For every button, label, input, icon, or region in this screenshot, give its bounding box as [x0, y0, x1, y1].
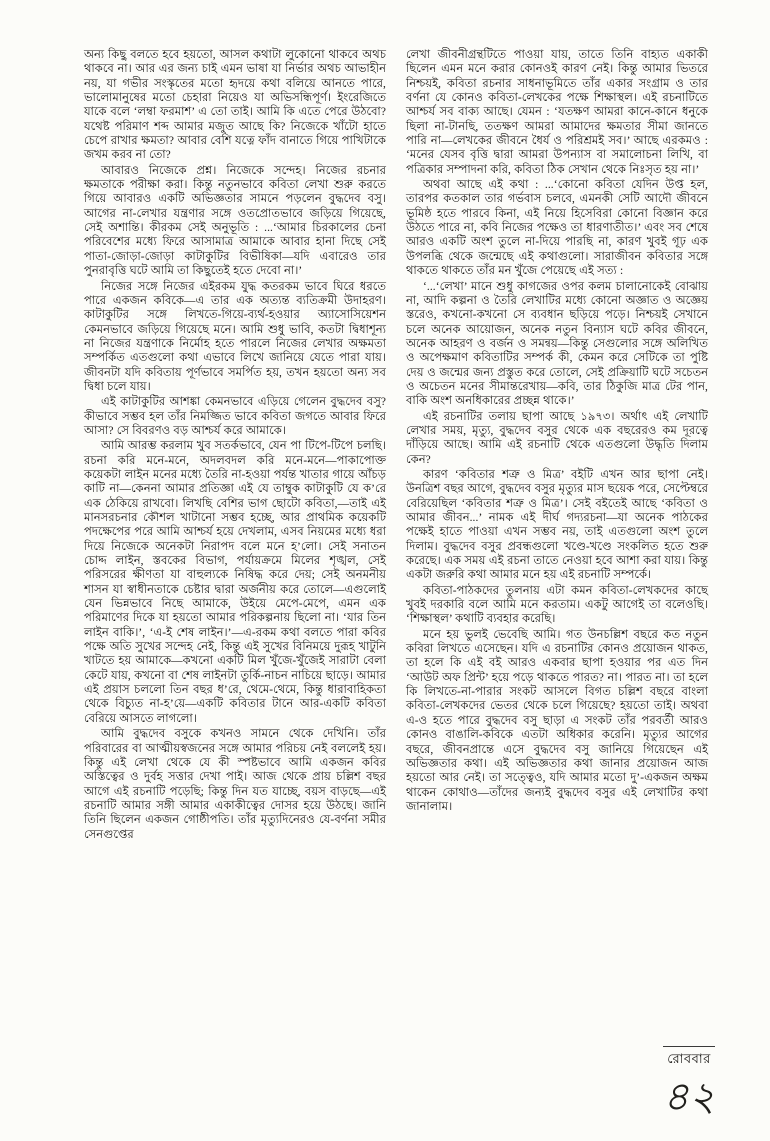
paragraph: অথবা আছে এই কথা : ...‘কোনো কবিতা যেদিন উপ্ত হল, তারপর কতকাল তার গর্ভবাস চলবে, এমনকী সেটি আদৌ জীবনে ভূমিষ্ঠ হতে পারবে কিনা, এই নিয়ে হিসেবিরা কোনো বিজ্ঞান করে উঠতে পারে না, কবি নিজের পক্ষেও তা ধারণাতীত।’ এবং সব শেষে আরও একটি অংশ তুলে না-দিয়ে পারছি না, কারণ খুবই গূঢ় এক উপলব্ধি থেকে জন্মেছে এই কথাগুলো। সারাজীবন কবিতার সঙ্গে থাকতে থাকতে তাঁর মন খুঁজে পেয়েছে এই সত্য : — [406, 179, 708, 278]
paragraph: এই কাটাকুটির আশঙ্কা কেমনভাবে এড়িয়ে গেলেন বুদ্ধদেব বসু? কীভাবে সম্ভব হল তাঁর নিমজ্জিত ভাবে কবিতা জগতে আবার ফিরে আসা? সে বিবরণও বড় আশ্চর্য করে আমাকে। — [84, 396, 386, 437]
paragraph: এই রচনাটির তলায় ছাপা আছে ১৯৭৩। অর্থাৎ এই লেখাটি লেখার সময়, মৃত্যু, বুদ্ধদেব বসুর থেকে এক বছরেরও কম দূরত্বে দাঁড়িয়ে আছে। আমি এই রচনাটি থেকে এতগুলো উদ্ধৃতি দিলাম কেন? — [406, 410, 708, 466]
paragraph: আমি আরম্ভ করলাম খুব সতর্কভাবে, যেন পা টিপে-টিপে চলছি। রচনা করি মনে-মনে, অদলবদল করি মনে-মনে—পাকাপোক্ত কয়েকটা লাইন মনের মধ্যে তৈরি না-হওয়া পর্যন্ত খাতার গায়ে আঁচড় কাটি না—কেননা আমার প্রতিজ্ঞা এই যে তাম্বুক কাটাকুটি যে ক’রে এক ঠেকিয়ে রাখবো। লিখছি বেশির ভাগ ছোটো কবিতা,—তাই এই মানসরচনার কৌশল খাটানো সম্ভব হচ্ছে, আর প্রাথমিক কয়েকটি পদক্ষেপের পরে আমি আশ্চর্য হয়ে দেখলাম, এসব নিয়মের মধ্যে ধরা দিয়ে নিজেকে অনেকটা নিরাপদ বলে মনে হ’লো। সেই সনাতন চোদ্দ লাইন, স্তবকের বিভাগ, পর্যায়ক্রমে মিলের শৃঙ্খল, সেই পরিসরের ক্ষীণতা যা বাহুল্যকে নিষিদ্ধ করে দেয়; সেই অনমনীয় শাসন যা স্বাধীনতাকে চেষ্টার দ্বারা অর্জনীয় করে তোলে—এগুলোই যেন ভিন্নভাবে নিছে আমাকে, উইয়ে মেপে-মেপে, এমন এক পরিমাণের দিকে যা হয়তো আমার পরিকল্পনায় ছিলো না। ‘যার তিন লাইন বাকি।’, ‘এ-ই শেষ লাইন।’—এ-রকম কথা বলতে পারা কবির পক্ষে অতি সুখের সন্দেহ নেই, কিন্তু এই সুখের বিনিময়ে দুরূহ খাটুনি খাটতে হয় আমাকে—কখনো একটি মিল খুঁজে-খুঁজেই সারাটা বেলা কেটে যায়, কখনো বা শেষ লাইনটা তুর্কি-নাচন নাচিয়ে ছাড়ে। আমার এই প্রয়াস চললো তিন বছর ধ’রে, থেমে-থেমে, কিন্তু ধারাবাহিকতা থেকে বিচ্যুত না-হ’য়ে—একটি কবিতার টানে আর-একটি কবিতা বেরিয়ে আসতে লাগলো। — [84, 440, 386, 725]
paragraph: মনে হয় ভুলই ভেবেছি আমি। গত উনচল্লিশ বছরে কত নতুন কবিরা লিখতে এসেছেন। যদি এ রচনাটির কোনও প্রয়োজন থাকত, তা হলে কি এই বই আরও একবার ছাপা হওয়ার পর এত দিন ‘আউট অফ প্রিন্ট’ হয়ে পড়ে থাকতে পারত? না। পারত না। তা হলে কি লিখতে-না-পারার সংকট আসলে বিগত চল্লিশ বছরে বাংলা কবিতা-লেখকদের ভেতর থেকে চলে গিয়েছে? হয়তো তাই। অথবা এ-ও হতে পারে বুদ্ধদেব বসু ছাড়া এ সংকট তাঁর পরবর্তী আরও কোনও বাঙালি-কবিকে এতটা অধিকার করেনি। মৃত্যুর আগের বছরে, জীবনপ্রান্তে এসে বুদ্ধদেব বসু জানিয়ে গিয়েছেন এই অভিজ্ঞতার কথা। এই অভিজ্ঞতার কথা জানার প্রয়োজন আজ হয়তো আর নেই। তা সত্ত্বেও, যদি আমার মতো দু’-একজন অক্ষম থাকেন কোথাও—তাঁদের জন্যই বুদ্ধদেব বসুর এই লেখাটির কথা জানালাম। — [406, 628, 708, 813]
paragraph: ‘...‘লেখা’ মানে শুধু কাগজের ওপর কলম চালানোকেই বোঝায় না, আদি কল্পনা ও তৈরি লেখাটির মধ্যে কোনো অজ্ঞাত ও অজ্ঞেয় স্তরেও, কখনো-কখনো সে ব্যবধান ছড়িয়ে পড়ে। নিশ্চয়ই সেখানে চলে অনেক আয়োজন, অনেক নতুন বিন্যাস ঘটে কবির জীবনে, অনেক আহরণ ও বর্জন ও সমন্বয়—কিন্তু সেগুলোর সঙ্গে অলিখিত ও অপেক্ষমাণ কবিতাটির সম্পর্ক কী, কেমন করে সেটিকে তা পুষ্টি দেয় ও জন্মের জন্য প্রস্তুত করে তোলে, সেই প্রক্রিয়াটি ঘটে সচেতন ও অচেতন মনের সীমান্তরেখায়—কবি, তার ঠিকুজি মাত্র টের পান, বাকি অংশ অনধিকারের প্রচ্ছন্ন থাকে।’ — [406, 280, 708, 408]
paragraph: অন্য কিছু বলতে হবে হয়তো, আসল কথাটা লুকোনো থাকবে অথচ থাকবে না। আর এর জন্য চাই এমন ভাষা যা নির্ভার অথচ আভাহীন নয়, যা গভীর সংস্কৃতের মতো হৃদয়ে কথা বলিয়ে আনতে পারে, ভালোমানুষের মতো চেহারা নিয়েও যা অভিসন্ধিপূর্ণ। ইংরেজিতে যাকে বলে ‘লম্বা ফরমাশ’ এ তো তাই। আমি কি এতে পেরে উঠবো? যথেষ্ট পরিমাণ শব্দ আমার মজুত আছে কি? নিজেকে খাঁটো হাতে চেপে রাখার ক্ষমতা? আবার বেশি যত্নে ফাঁদ বানাতে গিয়ে পাখিটাকে জখম করব না তো? — [84, 49, 386, 162]
article-body — [84, 48, 708, 842]
magazine-name: রোববার — [663, 1046, 715, 1071]
paragraph: আমি বুদ্ধদেব বসুকে কখনও সামনে থেকে দেখিনি। তাঁর পরিবারের বা আত্মীয়স্বজনের সঙ্গে আমার পরিচয় নেই বললেই হয়। কিন্তু এই লেখা থেকে যে কী স্পষ্টভাবে আমি একজন কবির অস্তিত্বের ও দুর্বহ সত্তার দেখা পাই। আজ থেকে প্রায় চল্লিশ বছর আগে এই রচনাটি পড়েছি; কিন্তু দিন যত যাচ্ছে, বয়স বাড়ছে—এই রচনাটি আমার সঙ্গী আমার একাকীত্বের দোসর হয়ে উঠছে। জানি তিনি ছিলেন একজন গোষ্ঠীপতি। তাঁর মৃত্যুদিনেরও যে-বর্ণনা সমীর সেনগুপ্তের — [84, 728, 386, 841]
page-number: ৪২ — [663, 1074, 715, 1119]
right-column — [406, 48, 708, 842]
left-column — [84, 48, 386, 842]
paragraph: আবারও নিজেকে প্রশ্ন। নিজেকে সন্দেহ। নিজের রচনার ক্ষমতাকে পরীক্ষা করা। কিন্তু নতুনভাবে কবিতা লেখা শুরু করতে গিয়ে আবারও একটি অভিজ্ঞতার সামনে পড়লেন বুদ্ধদেব বসু। আগের না-লেখার যন্ত্রণার সঙ্গে ওতপ্রোতভাবে জড়িয়ে গিয়েছে, সেই অশান্তি। কীরকম সেই অনুভূতি : ...‘আমার চিরকালের চেনা পরিবেশের মধ্যে ফিরে আসামাত্র আমাকে আবার হানা দিছে সেই পাতা-জোড়া-জোড়া কাটাকুটির বিভীষিকা—যদি এবারেও তার পুনরাবৃত্তি ঘটে আমি তা কিছুতেই হতে দেবো না।’ — [84, 164, 386, 278]
page-footer — [654, 1046, 724, 1119]
paragraph: কারণ ‘কবিতার শত্রু ও মিত্র’ বইটি এখন আর ছাপা নেই। উনত্রিশ বছর আগে, বুদ্ধদেব বসুর মৃত্যুর মাস ছয়েক পরে, সেপ্টেম্বরে বেরিয়েছিল ‘কবিতার শত্রু ও মিত্র’। সেই বইতেই আছে ‘কবিতা ও আমার জীবন...’ নামক এই দীর্ঘ গদ্যরচনা—যা অনেক পাঠকের পক্ষেই হাতে পাওয়া এখন সম্ভব নয়, তাই এতগুলো অংশ তুলে দিলাম। বুদ্ধদেব বসুর প্রবন্ধগুলো খণ্ডে-খণ্ডে সংকলিত হতে শুরু করেছে। এক সময় এই রচনা তাতে নেওয়া হবে আশা করা যায়। কিন্তু একটা জরুরি কথা আমার মনে হয় এই রচনাটি সম্পর্কে। — [406, 468, 708, 582]
paragraph: কবিতা-পাঠকদের তুলনায় এটা কমন কবিতা-লেখকদের কাছে খুবই দরকারি বলে আমি মনে করতাম। একটু আগেই তা বলেওছি। ‘শিক্ষাস্থল’ কথাটি ব্যবহার করেছি। — [406, 584, 708, 626]
paragraph: নিজের সঙ্গে নিজের এইরকম যুদ্ধ কতরকম ভাবে ঘিরে ধরতে পারে একজন কবিকে—এ তার এক অত্যন্ত ব্যতিক্রমী উদাহরণ। কাটাকুটির সঙ্গে লিখতে-গিয়ে-ব্যর্থ-হওয়ার অ্যাসোসিয়েশন কেমনভাবে জড়িয়ে গিয়েছে মনে। আমি শুধু ভাবি, কতটা দ্বিধাশূন্য না নিজের যন্ত্রণাকে নির্মোহ হতে পারলে নিজের লেখার অক্ষমতা সম্পর্কিত এতগুলো কথা এভাবে লিখে জানিয়ে যেতে পারা যায়। জীবনটা যদি কবিতায় পূর্ণভাবে সমর্পিত হয়, তখন হয়তো অন্য সব দ্বিধা চলে যায়। — [84, 280, 386, 393]
paragraph: লেখা জীবনীগ্রন্থটিতে পাওয়া যায়, তাতে তিনি বাহ্যত একাকী ছিলেন এমন মনে করার কোনওই কারণ নেই। কিন্তু আমার ভিতরে নিশ্চয়ই, কবিতা রচনার সাধনাভূমিতে তাঁর একার সংগ্রাম ও তার বর্ণনা যে কোনও কবিতা-লেখকের পক্ষে শিক্ষাস্থল। এই রচনাটিতে আশ্চর্য সব বাক্য আছে। যেমন : ‘যতক্ষণ আমরা কানে-কানে ধনুকে ছিলা না-টানছি, ততক্ষণ আমরা আমাদের ক্ষমতার সীমা জানতে পারি না—লেখকের জীবনে ধৈর্য ও পরিশ্রমই সব।’ আছে এরকমও : ‘মনের যেসব বৃত্তি দ্বারা আমরা উপন্যাস বা সমালোচনা লিখি, বা পত্রিকার সম্পাদনা করি, কবিতা ঠিক সেখান থেকে নিঃসৃত হয় না।’ — [406, 49, 708, 176]
